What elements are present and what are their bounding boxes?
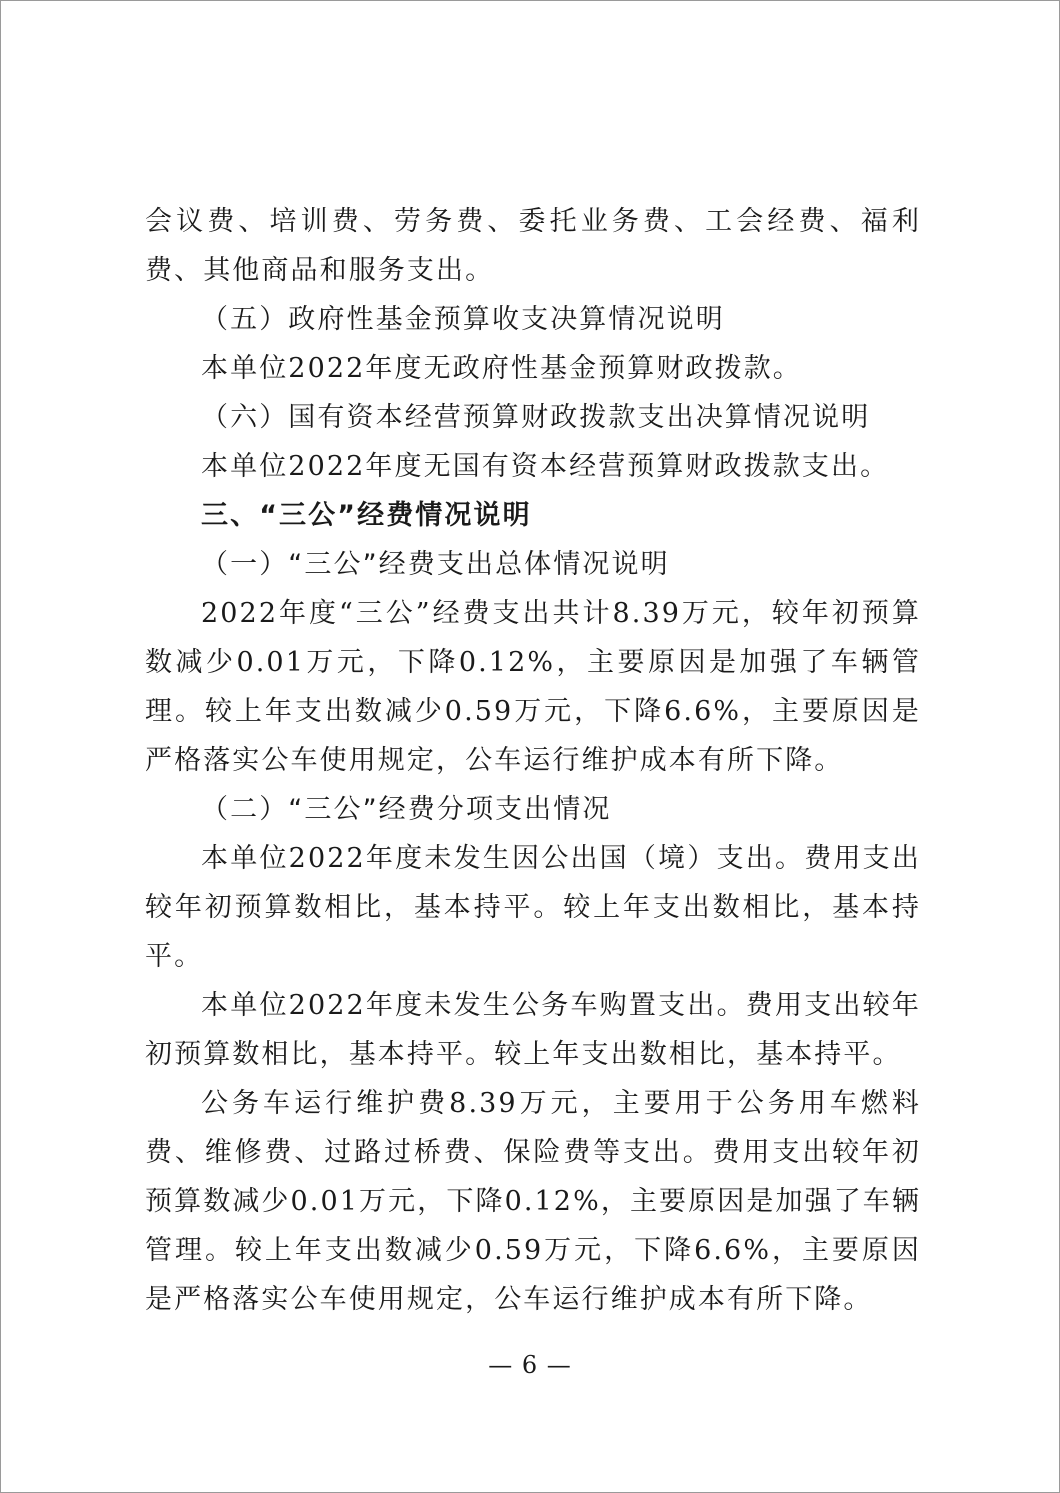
document-body [145, 197, 921, 1324]
paragraph-vehicle-maintenance: 公务车运行维护费8.39万元，主要用于公务用车燃料费、维修费、过路过桥费、保险费等支出。费用支出较年初预算数减少0.01万元，下降0.12%，主要原因是加强了车辆管理。较上年支出数减少0.59万元，下降6.6%，主要原因是严格落实公车使用规定，公车运行维护成本有所下降。 [145, 1088, 921, 1315]
section-heading-three-public: 三、“三公”经费情况说明 [201, 500, 532, 531]
paragraph-overseas-travel: 本单位2022年度未发生因公出国（境）支出。费用支出较年初预算数相比，基本持平。较上年支出数相比，基本持平。 [145, 843, 921, 972]
subsection-heading-itemized: （二）“三公”经费分项支出情况 [201, 794, 612, 825]
paragraph-government-fund: 本单位2022年度无政府性基金预算财政拨款。 [201, 353, 802, 384]
section-heading-state-capital: （六）国有资本经营预算财政拨款支出决算情况说明 [201, 402, 871, 433]
paragraph-expense-list: 会议费、培训费、劳务费、委托业务费、工会经费、福利费、其他商品和服务支出。 [145, 206, 921, 286]
section-heading-government-fund: （五）政府性基金预算收支决算情况说明 [201, 304, 725, 335]
paragraph-overall-expense: 2022年度“三公”经费支出共计8.39万元，较年初预算数减少0.01万元，下降0.12%，主要原因是加强了车辆管理。较上年支出数减少0.59万元，下降6.6%，主要原因是严格落实公车使用规定，公车运行维护成本有所下降。 [145, 598, 921, 776]
paragraph-state-capital: 本单位2022年度无国有资本经营预算财政拨款支出。 [201, 451, 890, 482]
subsection-heading-overall: （一）“三公”经费支出总体情况说明 [201, 549, 670, 580]
paragraph-vehicle-purchase: 本单位2022年度未发生公务车购置支出。费用支出较年初预算数相比，基本持平。较上年支出数相比，基本持平。 [145, 990, 921, 1070]
page-number: — 6 — [488, 1351, 572, 1379]
